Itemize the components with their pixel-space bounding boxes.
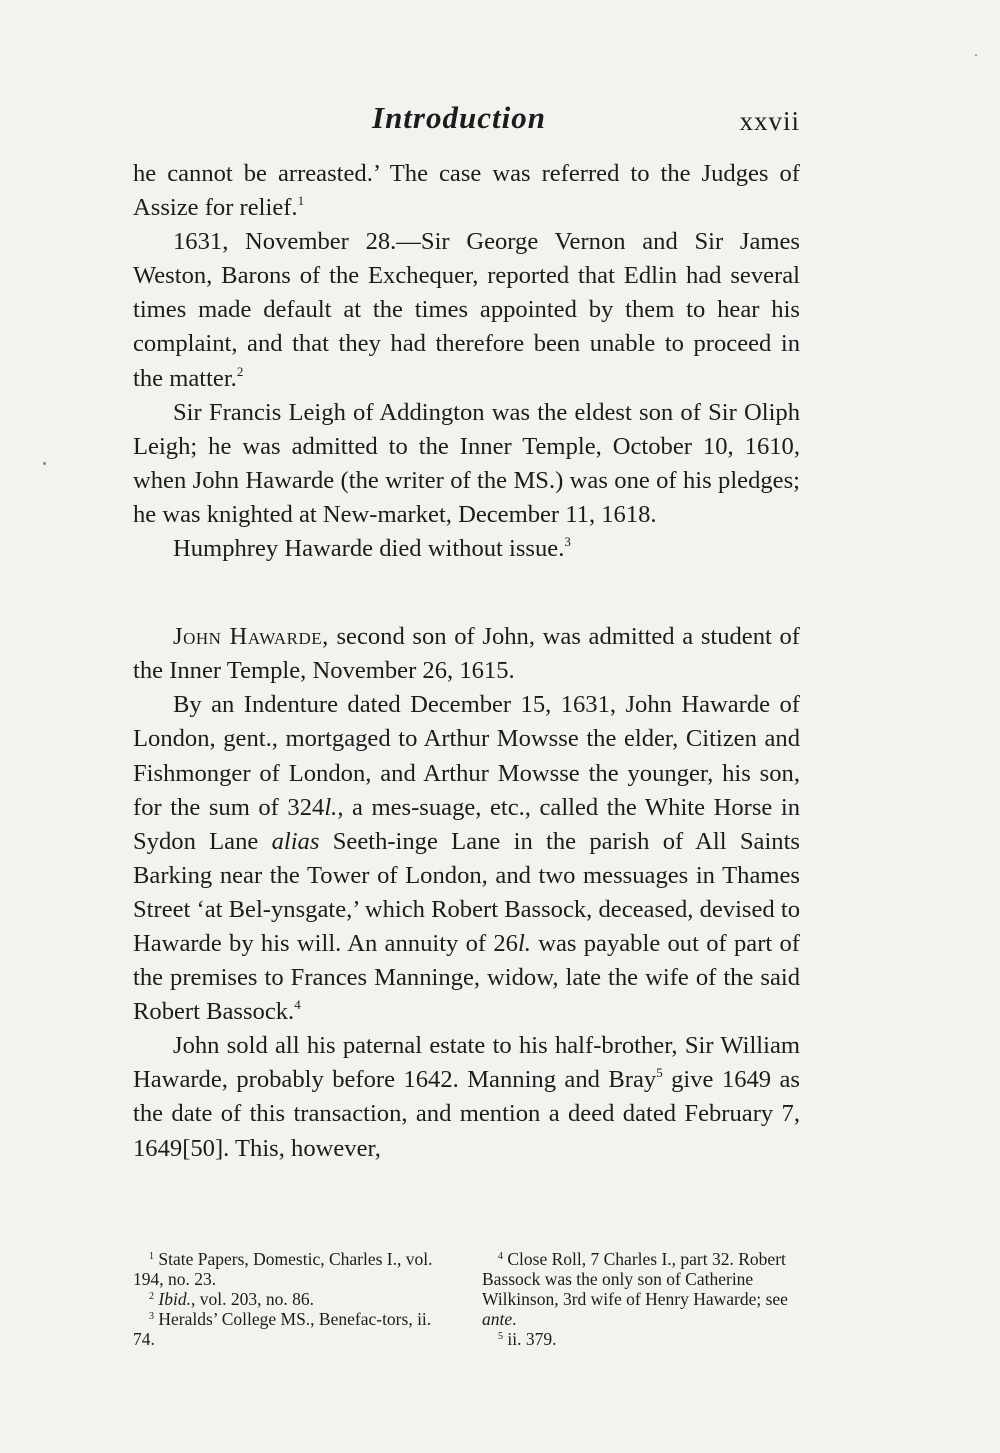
ibid-word: Ibid.: [158, 1289, 191, 1309]
pound-abbrev: l.: [517, 929, 531, 957]
paper-speck: [43, 462, 46, 465]
paragraph-6-text-c: Seeth-inge Lane in the parish of All Saints Barking near the Tower of London, and two messuages in Thames Street ‘at Bel-ynsgate,’ which Robert Bassock, deceased, devised to Hawarde by his will. An annuity of 26: [133, 827, 800, 957]
paragraph-3: Sir Francis Leigh of Addington was the eldest son of Sir Oliph Leigh; he was admitted to the Inner Temple, October 10, 1610, when John Hawarde (the writer of the MS.) was one of his pledges; he was knighted at New-market, December 11, 1618.: [133, 398, 800, 528]
paragraph-5-text: second son of John, was admitted a student of the Inner Temple, November 26, 1615.: [133, 623, 800, 685]
paragraph-6-text-d: was payable out of part of the premises to Frances Manninge, widow, late the wife of the said Robert Bassock.: [133, 929, 800, 1026]
footnote-text: State Papers, Domestic, Charles I., vol. 194, no. 23.: [133, 1249, 433, 1289]
page-number: xxvii: [739, 106, 800, 136]
pound-abbrev: l.: [324, 793, 338, 821]
running-header-title: Introduction: [372, 100, 546, 135]
footnote-text: Heralds’ College MS., Benefac-tors, ii. 74.: [133, 1309, 432, 1349]
paragraph-2: [133, 225, 800, 395]
footnote-text: Close Roll, 7 Charles I., part 32. Robert Bassock was the only son of Catherine Wilkinson, 3rd wife of Henry Hawarde; see: [482, 1249, 788, 1309]
footnotes-left-column: [133, 1249, 451, 1349]
footnote-number: 2: [149, 1291, 154, 1302]
paragraph-6: [133, 688, 800, 1029]
ante-word: ante: [482, 1309, 513, 1329]
paragraph-1-text: he cannot be arreasted.’ The case was referred to the Judges of Assize for relief.: [133, 160, 800, 222]
paragraph-4-text: Humphrey Hawarde died without issue.: [173, 535, 565, 563]
paragraph-2-text: 1631, November 28.—Sir George Vernon and Sir James Weston, Barons of the Exchequer, reported that Edlin had several times made default at the times appointed by them to hear his complaint, and that they had therefore been unable to proceed in the matter.: [133, 228, 800, 392]
footnote-ref: 4: [294, 997, 301, 1013]
footnote-4: [482, 1249, 800, 1329]
body-text: [133, 157, 800, 1166]
paragraph-7-text-b: give 1649 as the date of this transaction, and mention a deed dated February 7, 1649[50]. This, however,: [133, 1066, 800, 1162]
section-gap: [133, 566, 800, 620]
footnote-3: [133, 1309, 451, 1349]
paragraph-7: [133, 1029, 800, 1165]
paragraph-4: [133, 532, 800, 566]
footnote-ref: 5: [656, 1065, 663, 1081]
footnotes-right-column: [482, 1249, 800, 1349]
person-name: John Hawarde,: [173, 623, 329, 651]
footnote-number: 5: [498, 1331, 503, 1342]
footnote-number: 3: [149, 1311, 154, 1322]
paragraph-6-text-b: , a mes-suage, etc., called the White Horse in Sydon Lane: [133, 793, 800, 855]
footnote-ref: 2: [236, 363, 244, 379]
paragraph-5: [133, 620, 800, 688]
footnote-5: [482, 1329, 800, 1349]
footnote-text: ii. 379.: [507, 1329, 557, 1349]
footnote-2: [133, 1289, 451, 1309]
paragraph-6-text-a: By an Indenture dated December 15, 1631, John Hawarde of London, gent., mortgaged to Arthur Mowsse the elder, Citizen and Fishmonger of London, and Arthur Mowsse the younger, his son, for the sum of 324: [133, 691, 800, 821]
footnote-number: 1: [149, 1251, 154, 1262]
footnotes: [133, 1249, 800, 1349]
paragraph-7-text-a: John sold all his paternal estate to his half-brother, Sir William Hawarde, probably before 1642. Manning and Bray: [133, 1032, 800, 1094]
footnote-number: 4: [498, 1251, 503, 1262]
footnote-text-end: .: [512, 1309, 517, 1329]
paper-speck: [975, 54, 977, 56]
footnote-ref: 3: [564, 534, 571, 550]
footnote-text: , vol. 203, no. 86.: [190, 1289, 314, 1309]
alias-word: alias: [271, 827, 320, 855]
footnote-1: [133, 1249, 451, 1289]
footnote-ref: 1: [297, 193, 305, 209]
paragraph-1: [133, 157, 800, 225]
